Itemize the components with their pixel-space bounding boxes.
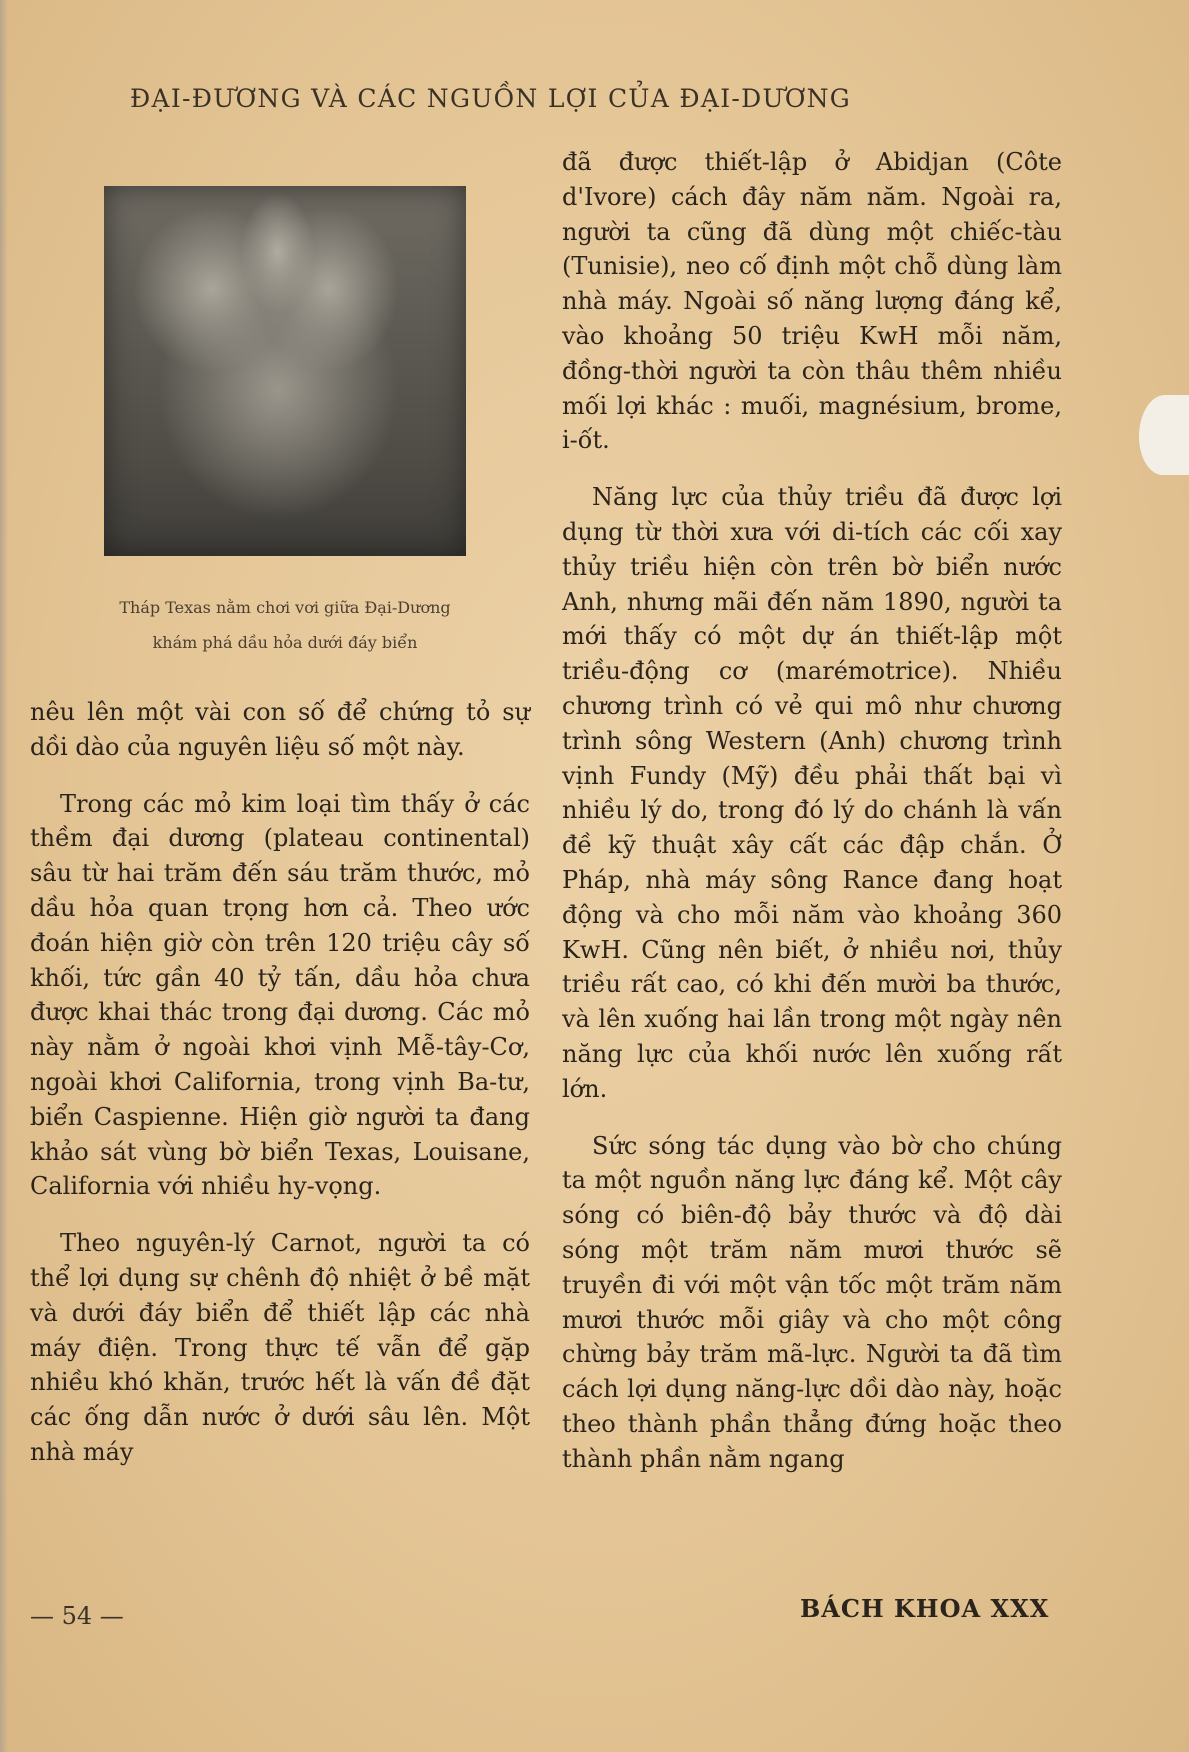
paragraph: Năng lực của thủy triều đã được lợi dụng từ thời xưa với di-tích các cối xay thủy triều hiện còn trên bờ biển nước Anh, nhưng mãi đến năm 1890, người ta mới thấy có một dự án thiết-lập một triều-động cơ (marémotrice). Nhiều chương trình có vẻ qui mô như chương trình sông Western (Anh) chương trình vịnh Fundy (Mỹ) đều phải thất bại vì nhiều lý do, trong đó lý do chánh là vấn đề kỹ thuật xây cất các đập chắn. Ở Pháp, nhà máy sông Rance đang hoạt động và cho mỗi năm vào khoảng 360 KwH. Cũng nên biết, ở nhiều nơi, thủy triều rất cao, có khi đến mười ba thước, và lên xuống hai lần trong một ngày nên năng lực của khối nước lên xuống rất lớn. [562, 483, 1062, 1103]
left-column [30, 695, 530, 1492]
running-head: ĐẠI-ĐƯƠNG VÀ CÁC NGUỒN LỢI CỦA ĐẠI-DƯƠNG [130, 84, 852, 113]
paragraph: Trong các mỏ kim loại tìm thấy ở các thềm đại dương (plateau continental) sâu từ hai trăm đến sáu trăm thước, mỏ dầu hỏa quan trọng hơn cả. Theo ước đoán hiện giờ còn trên 120 triệu cây số khối, tức gần 40 tỷ tấn, dầu hỏa chưa được khai thác trong đại dương. Các mỏ này nằm ở ngoài khơi vịnh Mễ-tây-Cơ, ngoài khơi California, trong vịnh Ba-tư, biển Caspienne. Hiện giờ người ta đang khảo sát vùng bờ biển Texas, Louisane, California với nhiều hy-vọng. [30, 789, 530, 1201]
paragraph: đã được thiết-lập ở Abidjan (Côte d'Ivore) cách đây năm năm. Ngoài ra, người ta cũng đã dùng một chiếc-tàu (Tunisie), neo cố định một chỗ dùng làm nhà máy. Ngoài số năng lượng đáng kể, vào khoảng 50 triệu KwH mỗi năm, đồng-thời người ta còn thâu thêm nhiều mối lợi khác : muối, magnésium, brome, i-ốt. [562, 148, 1062, 455]
photo-texas-tower [104, 186, 466, 556]
paragraph: Sức sóng tác dụng vào bờ cho chúng ta một nguồn năng lực đáng kể. Một cây sóng có biên-độ bảy thước và độ dài sóng một trăm năm mươi thước sẽ truyền đi với một vận tốc một trăm năm mươi thước mỗi giây và cho một công chừng bảy trăm mã-lực. Người ta đã tìm cách lợi dụng năng-lực dồi dào này, hoặc theo thành phần thẳng đứng hoặc theo thành phần nằm ngang [562, 1131, 1062, 1473]
magazine-title: BÁCH KHOA XXX [800, 1594, 1050, 1623]
caption-line-2: khám phá dầu hỏa dưới đáy biển [152, 633, 418, 652]
caption-line-1: Tháp Texas nằm chơi vơi giữa Đại-Dương [119, 598, 451, 617]
paragraph: Theo nguyên-lý Carnot, người ta có thể lợi dụng sự chênh độ nhiệt ở bề mặt và dưới đáy biển để thiết lập các nhà máy điện. Trong thực tế vẫn để gặp nhiều khó khăn, trước hết là vấn đề đặt các ống dẫn nước ở dưới sâu lên. Một nhà máy [30, 1229, 530, 1466]
torn-corner [1139, 395, 1189, 475]
paragraph: nêu lên một vài con số để chứng tỏ sự dồi dào của nguyên liệu số một này. [30, 698, 530, 761]
photo-caption [40, 590, 530, 660]
right-column [562, 145, 1062, 1498]
page-edge-shadow [0, 0, 8, 1752]
page-number: — 54 — [30, 1602, 124, 1630]
